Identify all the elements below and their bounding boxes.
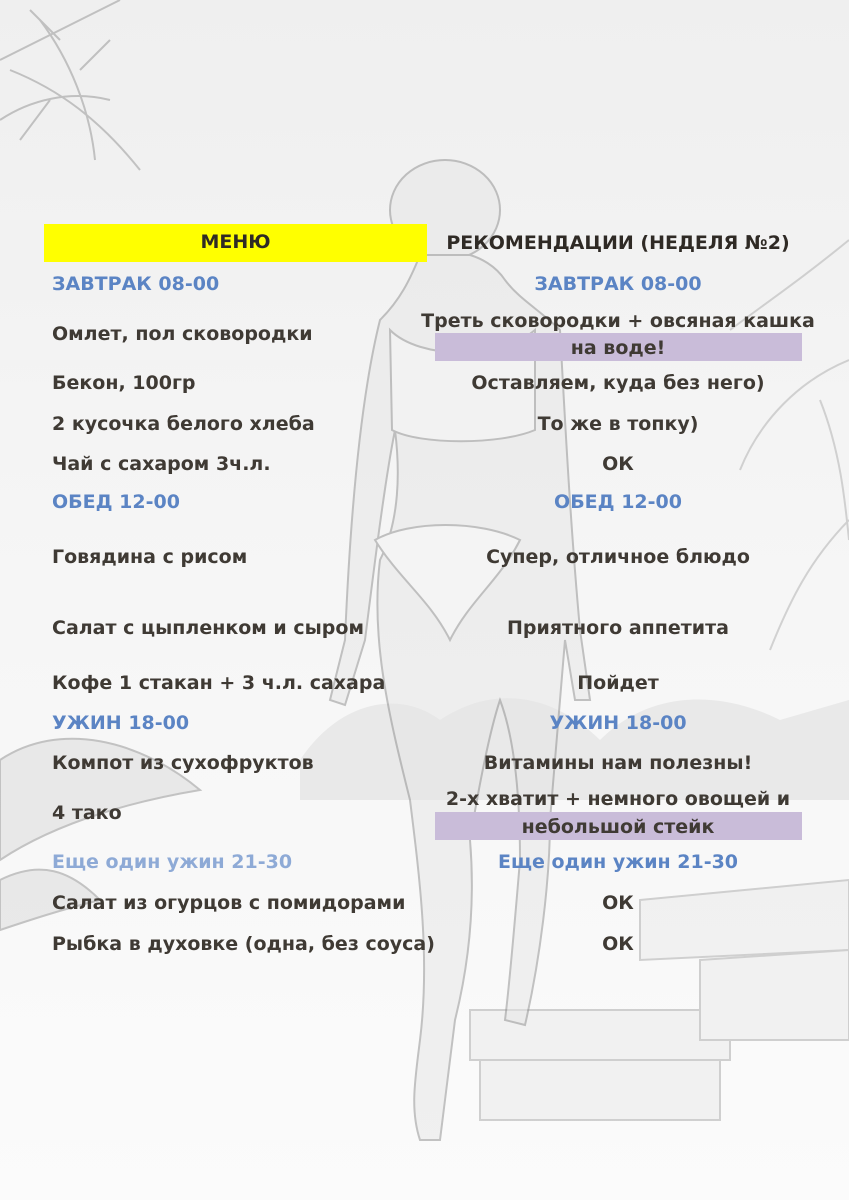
dinner-title-menu: УЖИН 18-00 xyxy=(52,712,190,734)
late-dinner-title-rec: Еще один ужин 21-30 xyxy=(497,851,739,873)
menu-item: 2 кусочка белого хлеба xyxy=(52,413,315,435)
rec-item: 2-х хватит + немного овощей и xyxy=(445,788,791,810)
lunch-title-rec: ОБЕД 12-00 xyxy=(554,491,682,513)
menu-item: Омлет, пол сковородки xyxy=(52,323,313,345)
menu-item: Компот из сухофруктов xyxy=(52,752,314,774)
rec-item: ОК xyxy=(602,933,634,955)
menu-item: Салат из огурцов с помидорами xyxy=(52,892,406,914)
rec-item: Треть сковородки + овсяная кашка xyxy=(421,310,815,332)
rec-item: ОК xyxy=(602,453,634,475)
menu-item: 4 тако xyxy=(52,802,122,824)
menu-item: Рыбка в духовке (одна, без соуса) xyxy=(52,933,435,955)
late-dinner-title-menu: Еще один ужин 21-30 xyxy=(52,851,293,873)
menu-item: Бекон, 100гр xyxy=(52,372,196,394)
dinner-title-rec: УЖИН 18-00 xyxy=(549,712,687,734)
rec-item: То же в топку) xyxy=(537,413,699,435)
rec-item: Оставляем, куда без него) xyxy=(471,372,765,394)
menu-item: Салат с цыпленком и сыром xyxy=(52,617,364,639)
rec-item: Пойдет xyxy=(577,672,659,694)
rec-item: небольшой стейк xyxy=(521,816,715,838)
rec-item: на воде! xyxy=(570,337,666,359)
lunch-title-menu: ОБЕД 12-00 xyxy=(52,491,180,513)
rec-item: Супер, отличное блюдо xyxy=(486,546,750,568)
rec-item: Витамины нам полезны! xyxy=(483,752,753,774)
menu-item: Кофе 1 стакан + 3 ч.л. сахара xyxy=(52,672,386,694)
menu-item: Говядина с рисом xyxy=(52,546,248,568)
rec-item: ОК xyxy=(602,892,634,914)
rec-item: Приятного аппетита xyxy=(507,617,729,639)
menu-header: МЕНЮ xyxy=(200,231,271,253)
menu-item: Чай с сахаром 3ч.л. xyxy=(52,453,271,475)
recommendations-header: РЕКОМЕНДАЦИИ (НЕДЕЛЯ №2) xyxy=(446,232,790,254)
breakfast-title-menu: ЗАВТРАК 08-00 xyxy=(52,273,220,295)
breakfast-title-rec: ЗАВТРАК 08-00 xyxy=(534,273,702,295)
